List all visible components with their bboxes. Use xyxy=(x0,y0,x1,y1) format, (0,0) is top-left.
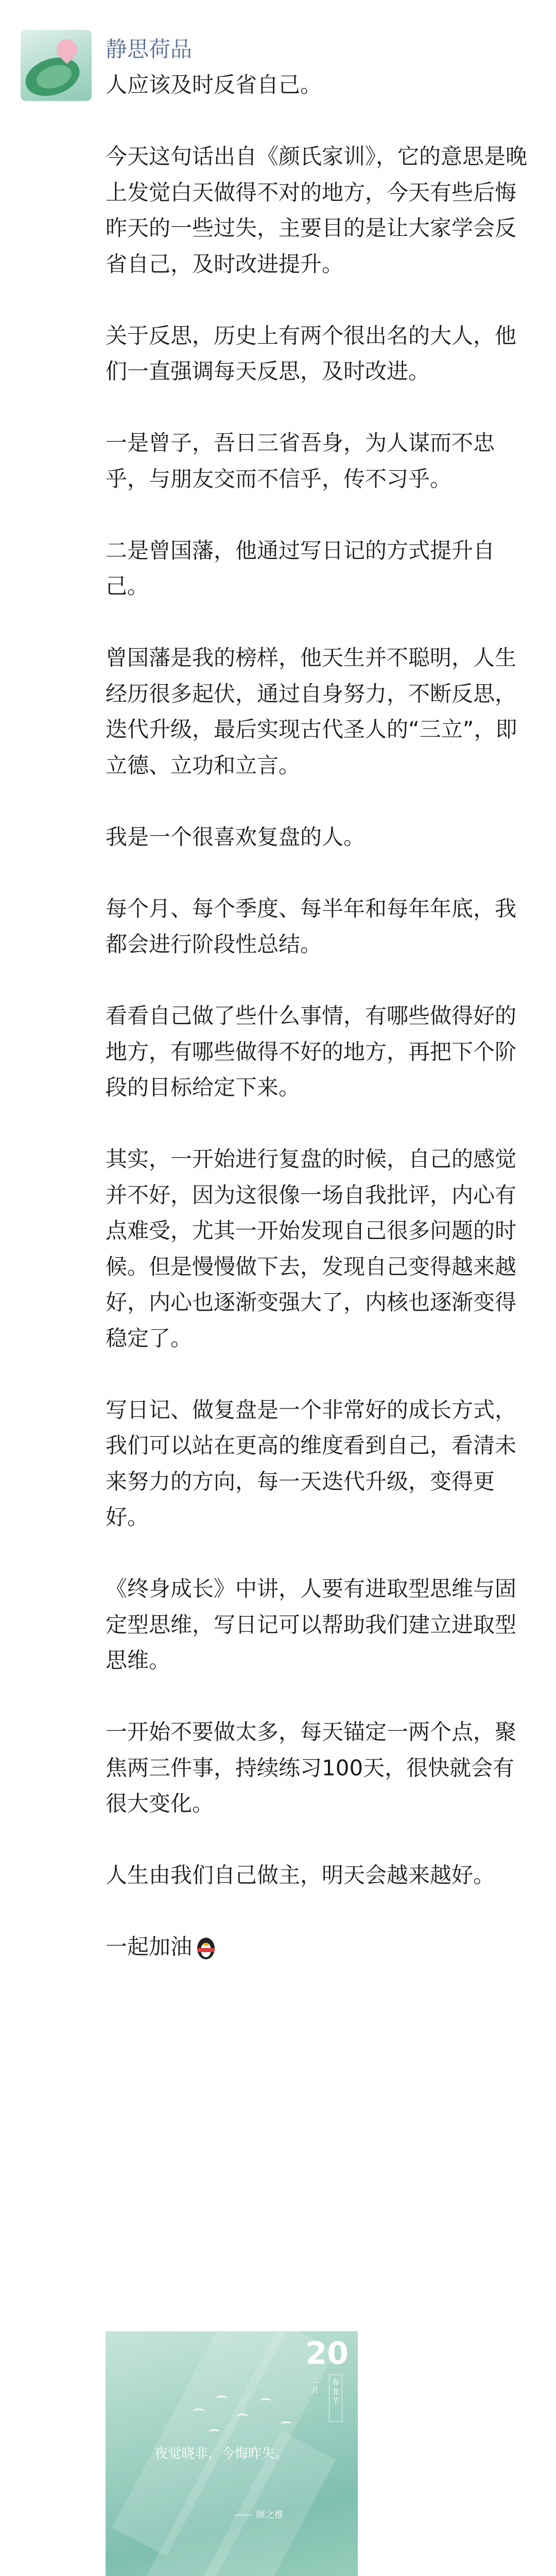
post-paragraph: 一开始不要做太多，每天锚定一两个点，聚焦两三件事，持续练习100天，很快就会有很大变化。 xyxy=(106,1719,517,1816)
post-text xyxy=(106,67,533,1965)
post-paragraph: 人应该及时反省自己。 xyxy=(106,72,322,97)
post-paragraph: 一是曾子，吾日三省吾身，为人谋而不忠乎，与朋友交而不信乎，传不习乎。 xyxy=(106,430,495,492)
post-paragraph: 二是曾国藩，他通过写日记的方式提升自己。 xyxy=(106,537,495,599)
card-author: —— 颜之推 xyxy=(234,2510,284,2520)
post-paragraph: 写日记、做复盘是一个非常好的成长方式，我们可以站在更高的维度看到自己，看清未来努力的方向，每一天迭代升级，变得更好。 xyxy=(106,1397,517,1530)
post-paragraph: 关于反思，历史上有两个很出名的大人，他们一直强调每天反思，及时改进。 xyxy=(106,323,517,384)
post-paragraph: 人生由我们自己做主，明天会越来越好。 xyxy=(106,1862,495,1888)
bird-icon xyxy=(260,2398,271,2404)
post-paragraph: 今天这句话出自《颜氏家训》，它的意思是晚上发觉白天做得不对的地方，今天有些后悔昨天的一些过失，主要目的是让大家学会反省自己，及时改进提升。 xyxy=(106,144,528,277)
post-paragraph: 每个月、每个季度、每半年和每年年底，我都会进行阶段性总结。 xyxy=(106,895,517,957)
post-paragraph: 看看自己做了些什么事情，有哪些做得好的地方，有哪些做得不好的地方，再把下个阶段的目标给定下来。 xyxy=(106,1003,517,1100)
avatar[interactable] xyxy=(21,30,92,101)
bird-icon xyxy=(237,2414,248,2419)
author-name[interactable]: 静思荷品 xyxy=(106,37,193,62)
bird-icon xyxy=(281,2421,292,2427)
bird-icon xyxy=(216,2396,228,2401)
post-image[interactable] xyxy=(106,2331,358,2576)
post-paragraph-closing xyxy=(106,1929,533,1965)
closing-text: 一起加油 xyxy=(106,1934,193,1959)
bird-icon xyxy=(208,2429,220,2435)
post-paragraph: 我是一个很喜欢复盘的人。 xyxy=(106,824,366,850)
penguin-emoji-icon xyxy=(194,1936,218,1961)
card-month: 二月 xyxy=(311,2377,319,2395)
post-paragraph: 其实，一开始进行复盘的时候，自己的感觉并不好，因为这很像一场自我批评，内心有点难受，尤其一开始发现自己很多问题的时候。但是慢慢做下去，发现自己变得越来越好，内心也逐渐变强大了，内核也逐渐变得稳定了。 xyxy=(106,1146,517,1351)
card-day: 20 xyxy=(305,2335,349,2371)
post-paragraph: 曾国藩是我的榜样，他天生并不聪明，人生经历很多起伏，通过自身努力，不断反思，迭代升级，最后实现古代圣人的“三立”，即立德、立功和立言。 xyxy=(106,645,517,778)
card-quote: 夜觉晓非，今悔昨失。 xyxy=(154,2446,289,2462)
card-festival: 春龙节 xyxy=(329,2375,342,2422)
post-paragraph: 《终身成长》中讲，人要有进取型思维与固定型思维，写日记可以帮助我们建立进取型思维。 xyxy=(106,1576,517,1673)
bird-icon xyxy=(193,2409,204,2414)
